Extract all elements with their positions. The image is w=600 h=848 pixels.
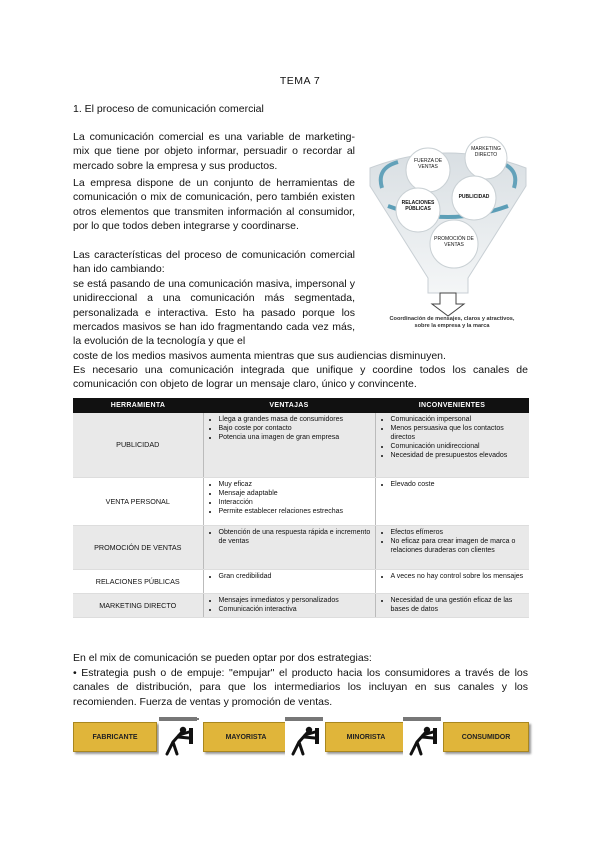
paragraph-strategies: En el mix de comunicación se pueden optar por dos estrategias: [73,652,372,664]
list-item: • No eficaz para crear imagen de marca o relaciones duraderas con clientes [391,537,527,555]
document-title: TEMA 7 [279,75,321,87]
table-header-pros: VENTAJAS [203,398,375,413]
list-item: • Comunicación unidireccional [391,442,527,451]
table-cell-tool: RELACIONES PÚBLICAS [73,569,203,593]
table-cell-tool: VENTA PERSONAL [73,477,203,525]
list-item: • Mensajes inmediatos y personalizados [219,596,372,605]
list-item: • Necesidad de presupuestos elevados [391,451,527,460]
table-row [73,569,529,593]
flow-step-label: FABRICANTE [92,733,138,741]
flow-step-label: MAYORISTA [225,733,267,741]
table-cell-tool: MARKETING DIRECTO [73,593,203,617]
circle-label-publicidad: PUBLICIDAD [458,194,490,200]
list-item: • Comunicación impersonal [391,415,527,424]
paragraph-characteristics: Las características del proceso de comunicación comercial han ido cambiando: [73,249,355,276]
list-item: • Llega a grandes masa de consumidores [219,415,372,424]
table-row [73,477,529,525]
circle-label-marketing-directo: MARKETING DIRECTO [471,146,501,158]
push-strategy-flow [73,716,528,756]
flow-step-label: MINORISTA [346,733,386,741]
flow-step-fabricante [73,722,157,752]
table-row [73,413,529,477]
circle-label-promocion-ventas: PROMOCIÓN DE VENTAS [434,236,474,248]
list-item: • Menos persuasiva que los contactos directos [391,424,527,442]
list-item: • Elevado coste [391,480,527,489]
flow-step-minorista [325,722,407,752]
pushing-figure-icon [285,716,325,756]
circle-label-fuerza-ventas: FUERZA DE VENTAS [413,158,443,170]
list-item: • Interacción [219,498,372,507]
list-item: • A veces no hay control sobre los mensajes [391,572,527,581]
table-cell-tool: PUBLICIDAD [73,413,203,477]
list-item: • Obtención de una respuesta rápida e incremento de ventas [219,528,372,546]
table-header-cons: INCONVENIENTES [375,398,529,413]
pushing-figure-icon [159,716,199,756]
section-heading: 1. El proceso de comunicación comercial [73,103,264,115]
table-row [73,593,529,617]
list-item: • Gran credibilidad [219,572,372,581]
flow-step-mayorista [203,722,289,752]
paragraph-change-cont: coste de los medios masivos aumenta mientras que sus audiencias disminuyen. [73,350,446,362]
list-item: • Comunicación interactiva [219,605,372,614]
table-header-tool: HERRAMIENTA [73,398,203,413]
paragraph-definition: La comunicación comercial es una variable de marketing-mix que tiene por objeto informar, persuadir o recordar al mercado sobre la empresa y sus productos. [73,131,355,172]
table-cell-tool: PROMOCIÓN DE VENTAS [73,525,203,569]
list-item: • Muy eficaz [219,480,372,489]
flow-step-consumidor [443,722,529,752]
list-item: • Permite establecer relaciones estrechas [219,507,372,516]
circle-label-relaciones-publicas: RELACIONES PÚBLICAS [401,200,435,212]
funnel-caption: Coordinación de mensajes, claros y atractivos, sobre la empresa y la marca [389,316,515,329]
flow-step-label: CONSUMIDOR [461,733,511,741]
communication-tools-table [73,398,529,618]
paragraph-change: se está pasando de una comunicación masiva, impersonal y unidireccional a una comunicación más segmentada, personalizada e interactiva. Esto ha pasado porque los mercados masivos se han ido fragmentando cada vez más, la evolución de la tecnología y que el [73,278,355,348]
list-item: • Efectos efímeros [391,528,527,537]
pushing-figure-icon [403,716,443,756]
list-item: • Mensaje adaptable [219,489,372,498]
list-item: • Necesidad de una gestión eficaz de las bases de datos [391,596,527,614]
paragraph-push-strategy: • Estrategia push o de empuje: "empujar" el producto hacia los consumidores a través de los canales de distribución, para que los intermediarios los incluyan en sus canales y los recomienden. Fuerza de ventas y promoción de ventas. [73,667,528,708]
communication-funnel-figure [368,128,528,336]
table-row [73,525,529,569]
list-item: • Bajo coste por contacto [219,424,372,433]
paragraph-mix: La empresa dispone de un conjunto de herramientas de comunicación o mix de comunicación, pero también existen otros elementos que transmiten información al consumidor, por lo que todos deben integrarse y coordinarse. [73,177,355,232]
list-item: • Potencia una imagen de gran empresa [219,433,372,442]
paragraph-integration: Es necesario una comunicación integrada que unifique y coordine todos los canales de comunicación con objeto de lograr un mensaje claro, único y convincente. [73,364,528,391]
